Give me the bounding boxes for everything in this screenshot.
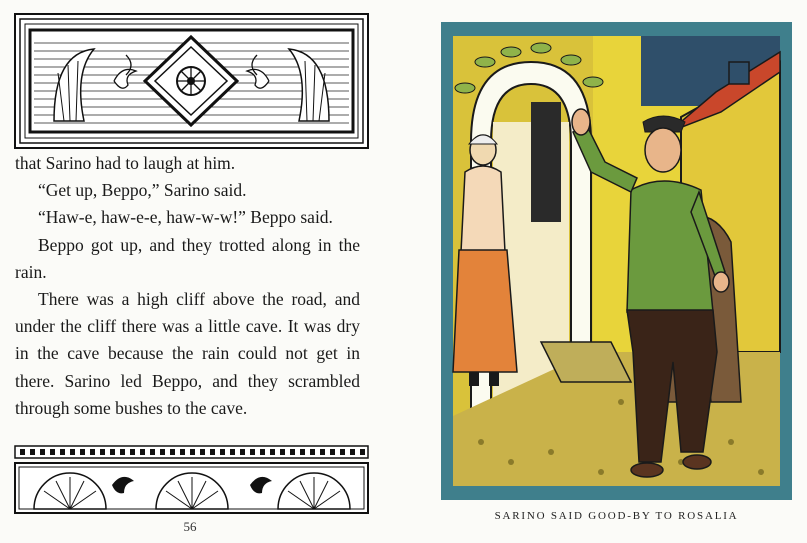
body-text (15, 150, 360, 422)
ornament-panel-top (14, 13, 369, 149)
paragraph: There was a high cliff above the road, and under the cliff there was a little cave. It was dry in the cave because the rain could not get in there. Sarino led Beppo, and they scrambled through some bushes to the cave. (15, 289, 360, 418)
illustration-caption: SARINO SAID GOOD-BY TO ROSALIA (494, 510, 739, 522)
paragraph: “Haw-e, haw-e-e, haw-w-w!” Beppo said. (38, 207, 333, 228)
left-page (0, 0, 403, 543)
page-number: 56 (183, 519, 197, 534)
right-page (403, 0, 807, 543)
paragraph: “Get up, Beppo,” Sarino said. (38, 180, 247, 201)
paragraph: Beppo got up, and they trotted along in the rain. (15, 234, 360, 282)
ornament-panel-bottom (14, 445, 369, 515)
illustration-sarino-and-rosalia (441, 22, 792, 500)
paragraph: that Sarino had to laugh at him. (15, 153, 236, 173)
